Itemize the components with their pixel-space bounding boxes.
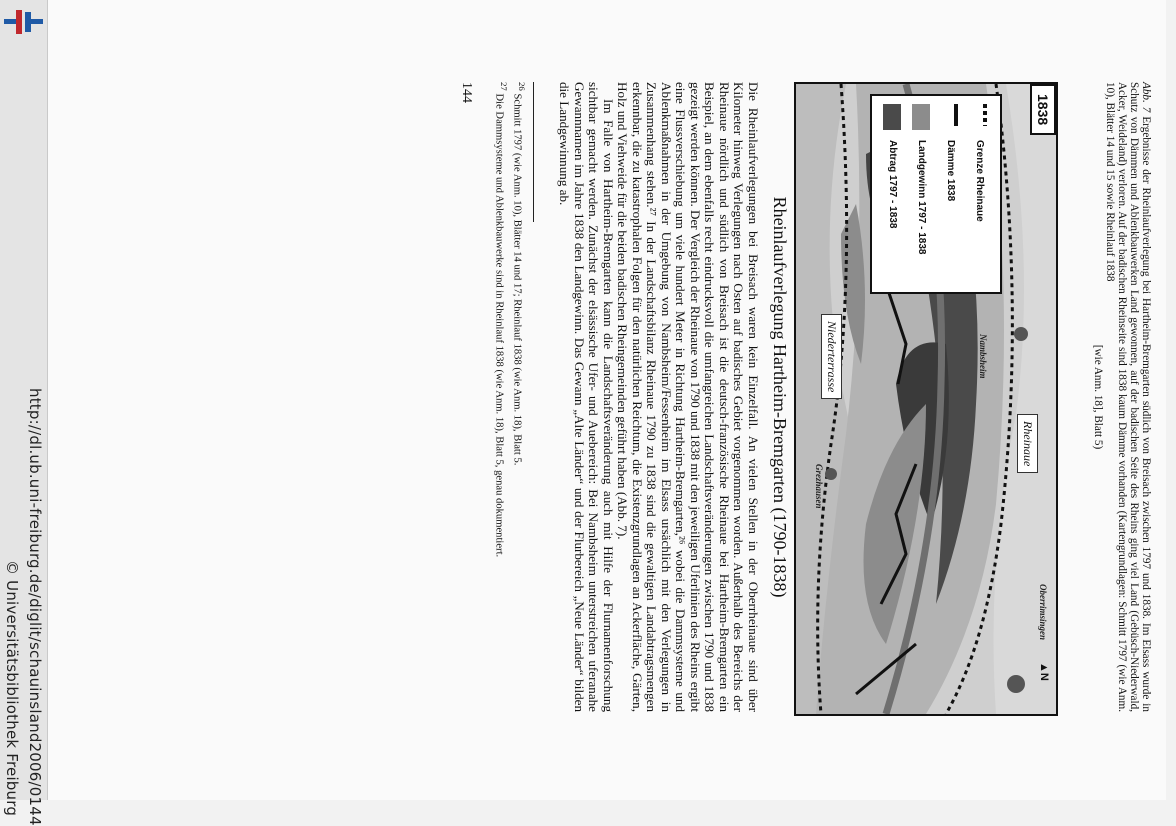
page-number: 144: [459, 82, 474, 103]
copyright-notice: © Universitätsbibliothek Freiburg: [3, 560, 21, 817]
map-year-badge: 1838: [1030, 84, 1056, 135]
footnote-item: [510, 82, 528, 712]
figure-caption-tail: [wie Anm. 18], Blatt 5): [1091, 344, 1104, 450]
figure-caption-label: Abb. 7: [1140, 82, 1152, 113]
figure-caption: [1092, 82, 1152, 712]
figure-caption-text: Ergebnisse der Rheinlaufverlegung bei Hartheim-Bremgarten südlich von Breisach zwischen 1797 und 1838. Im Elsass wurde in Schutz von Dämmen und Ablenkbauwerken Land gewonnen, auf der badischen Seite des Rheins ging viel Land (Gebüsch-Niederwald, Acker, Weideland) verloren. Auf der badischen Rheinseite sind 1838 kaum Dämme vorhanden (Kartengrundlagen: Schmitt 1797 (wie Anm. 10), Blätter 14 und 15 sowie Rheinlauf 1838: [1103, 82, 1152, 712]
footnote-item: [492, 82, 510, 712]
legend-dark-swatch-icon: [884, 104, 902, 130]
legend-item-dams: [936, 104, 965, 284]
historical-map-figure: [794, 82, 1058, 716]
paragraph: Die Rheinlaufverlegungen bei Breisach waren kein Einzelfall. An vielen Stellen in der Oberrheinaue sind über Kilometer hinweg Verlegungen nach Osten auf badisches Gebiet vorgenommen worden. Außerhalb des Bereichs der Rheinaue nördlich und südlich von Breisach ist die deutsch-französische Rheinaue bei Hartheim-Bremgarten ein Beispiel, an dem ebenfalls recht eindrucksvoll die umfangreichen Landschaftsveränderungen zwischen 1790 und 1838 gezeigt werden können. Der Vergleich der Rheinaue von 1790 und 1838 mit den jeweiligen Uferlinien des Rheins ergibt eine Flussverschiebung um viele hundert Meter in Richtung Hartheim-Bremgarten,²⁶ wobei die Dammsysteme und Ablenkmaßnahmen in der Umgebung von Nambsheim/Fessenheim im Elsass ursächlich mit den Verlegungen in Zusammenhang stehen.²⁷ In der Landschaftsbilanz Rheinaue 1790 zu 1838 sind die gewaltigen Landabtragsmengen erkennbar, die zu katastrophalen Folgen für den natürlichen Reichtum, die Existenzgrundlagen an Ackerfläche, Gärten, Holz und Viehweide für die beiden badischen Rheingemeinden geführt haben (Abb. 7).: [615, 82, 761, 712]
map-label-nambsheim: Nambsheim: [978, 334, 988, 379]
footnote-number: 26: [517, 82, 527, 91]
document-url[interactable]: http://dl.ub.uni-freiburg.de/diglit/schauinsland2006/0144: [26, 388, 44, 826]
footnotes: [492, 82, 528, 712]
legend-dotted-line-icon: [971, 104, 989, 130]
paragraph: Im Falle von Hartheim-Bremgarten kann die Landschaftsveränderung auch mit Hilfe der Flurnamenforschung sichtbar gemacht werden. Zunächst der elsässische Ufer- und Auebereich: Bei Nambsheim unterstreichen uferanahe Gewannnamen im Jahre 1838 den Landgewinn. Das Gewann „Alte Länder“ und der Flurbereich „Neue Länder“ bilden die Landgewinnung ab.: [557, 82, 616, 712]
footnote-divider: [533, 82, 534, 222]
legend-solid-line-icon: [942, 104, 960, 130]
map-label-niederterrasse: Niederterrasse: [821, 314, 842, 399]
legend-item-land-gain: [907, 104, 936, 284]
map-legend: [870, 94, 1002, 294]
legend-label: Abtrag 1797 - 1838: [887, 140, 898, 229]
rotated-page-content: [96, 0, 1158, 800]
map-label-rheinaue: Rheinaue: [1017, 414, 1038, 473]
map-label-grezhausen: Grezhausen: [814, 464, 824, 509]
legend-label: Dämme 1838: [945, 140, 956, 202]
north-arrow-label: N: [1038, 672, 1050, 681]
legend-item-border: [965, 104, 994, 284]
legend-gray-swatch-icon: [913, 104, 931, 130]
legend-item-erosion: [878, 104, 907, 284]
body-text: [557, 82, 760, 712]
legend-label: Grenze Rheinaue: [974, 140, 985, 222]
book-page: [48, 0, 1166, 800]
footnote-text: Schmitt 1797 (wie Anm. 10), Blätter 14 und 17; Rheinlauf 1838 (wie Anm. 18), Blatt 5.: [511, 93, 523, 466]
section-heading: Rheinlaufverlegung Hartheim-Bremgarten (1790-1838): [770, 196, 790, 598]
footnote-text: Die Dammsysteme und Ablenkbauwerke sind in Rheinlauf 1838 (wie Anm. 18), Blatt 5, genau dokumentiert.: [493, 93, 505, 558]
viewer-sidebar: [0, 0, 48, 826]
map-label-oberrimsingen: Oberrimsingen: [1038, 584, 1048, 641]
footnote-number: 27: [498, 82, 509, 91]
legend-label: Landgewinn 1797 - 1838: [916, 140, 927, 255]
north-arrow-icon: ▲N: [1038, 662, 1050, 681]
